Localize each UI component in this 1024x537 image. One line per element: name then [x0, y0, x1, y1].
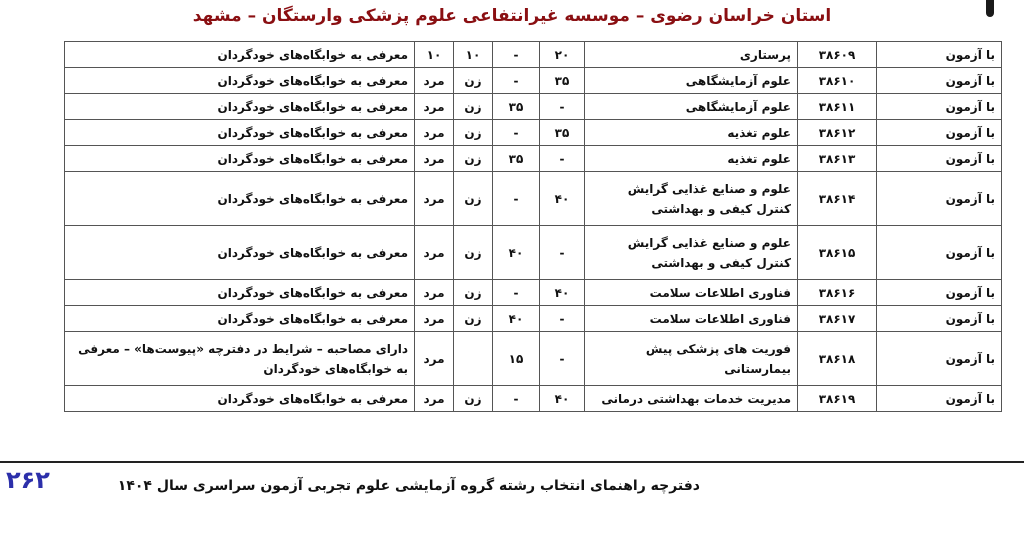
- row-note-cell: دارای مصاحبه – شرایط در دفترچه «پیوست‌ها» – معرفی به خوابگاه‌های خودگردان: [65, 332, 415, 386]
- admission-mode-cell: با آزمون: [877, 42, 1002, 68]
- gender-male-cell: مرد: [415, 332, 454, 386]
- admission-mode-cell: با آزمون: [877, 306, 1002, 332]
- gender-female-cell: زن: [454, 94, 493, 120]
- admissions-table-body: [65, 42, 1002, 412]
- gender-male-cell: مرد: [415, 94, 454, 120]
- gender-male-cell: مرد: [415, 146, 454, 172]
- field-name-cell: مدیریت خدمات بهداشتی درمانی: [585, 386, 798, 412]
- row-note-cell: معرفی به خوابگاه‌های خودگردان: [65, 306, 415, 332]
- field-code-cell: ۳۸۶۱۵: [798, 226, 877, 280]
- admission-mode-cell: با آزمون: [877, 68, 1002, 94]
- gender-male-cell: مرد: [415, 226, 454, 280]
- page-title: استان خراسان رضوی – موسسه غیرانتفاعی علوم پزشکی وارستگان – مشهد: [192, 6, 832, 26]
- admission-mode-cell: با آزمون: [877, 226, 1002, 280]
- footer-divider: [0, 461, 1024, 463]
- field-name-cell: علوم آزمایشگاهی: [585, 94, 798, 120]
- quota-a-cell: ۴۰: [540, 172, 585, 226]
- quota-b-cell: ۱۵: [493, 332, 540, 386]
- table-row: [65, 306, 1002, 332]
- gender-male-cell: مرد: [415, 280, 454, 306]
- admission-mode-cell: با آزمون: [877, 172, 1002, 226]
- quota-b-cell: -: [493, 120, 540, 146]
- row-note-cell: معرفی به خوابگاه‌های خودگردان: [65, 120, 415, 146]
- row-note-cell: معرفی به خوابگاه‌های خودگردان: [65, 42, 415, 68]
- quota-a-cell: ۳۵: [540, 68, 585, 94]
- quota-b-cell: -: [493, 280, 540, 306]
- quota-b-cell: -: [493, 386, 540, 412]
- field-code-cell: ۳۸۶۱۱: [798, 94, 877, 120]
- scroll-indicator: [986, 0, 994, 17]
- field-code-cell: ۳۸۶۱۸: [798, 332, 877, 386]
- admission-mode-cell: با آزمون: [877, 332, 1002, 386]
- field-name-cell: فناوری اطلاعات سلامت: [585, 280, 798, 306]
- field-code-cell: ۳۸۶۱۲: [798, 120, 877, 146]
- gender-male-cell: مرد: [415, 68, 454, 94]
- table-row: [65, 94, 1002, 120]
- gender-male-cell: مرد: [415, 386, 454, 412]
- table-row: [65, 146, 1002, 172]
- field-name-cell: فوریت های پزشکی پیش بیمارستانی: [585, 332, 798, 386]
- gender-female-cell: زن: [454, 306, 493, 332]
- quota-b-cell: -: [493, 172, 540, 226]
- quota-a-cell: -: [540, 306, 585, 332]
- field-name-cell: علوم تغذیه: [585, 146, 798, 172]
- table-row: [65, 172, 1002, 226]
- quota-a-cell: ۳۵: [540, 120, 585, 146]
- quota-b-cell: ۴۰: [493, 306, 540, 332]
- field-code-cell: ۳۸۶۱۳: [798, 146, 877, 172]
- row-note-cell: معرفی به خوابگاه‌های خودگردان: [65, 172, 415, 226]
- quota-b-cell: ۳۵: [493, 146, 540, 172]
- gender-female-cell: زن: [454, 120, 493, 146]
- gender-female-cell: ۱۰: [454, 42, 493, 68]
- gender-female-cell: [454, 332, 493, 386]
- table-row: [65, 68, 1002, 94]
- quota-b-cell: -: [493, 42, 540, 68]
- admission-mode-cell: با آزمون: [877, 146, 1002, 172]
- quota-a-cell: -: [540, 94, 585, 120]
- admission-mode-cell: با آزمون: [877, 120, 1002, 146]
- field-name-cell: علوم تغذیه: [585, 120, 798, 146]
- quota-b-cell: ۴۰: [493, 226, 540, 280]
- row-note-cell: معرفی به خوابگاه‌های خودگردان: [65, 146, 415, 172]
- quota-b-cell: -: [493, 68, 540, 94]
- field-name-cell: علوم آزمایشگاهی: [585, 68, 798, 94]
- row-note-cell: معرفی به خوابگاه‌های خودگردان: [65, 386, 415, 412]
- footer-title: دفترچه راهنمای انتخاب رشته گروه آزمایشی علوم تجربی آزمون سراسری سال ۱۴۰۴: [117, 478, 700, 494]
- gender-female-cell: زن: [454, 68, 493, 94]
- table-row: [65, 386, 1002, 412]
- page-number: ۲۶۲: [6, 466, 50, 494]
- admissions-table: [64, 41, 1002, 412]
- quota-a-cell: ۴۰: [540, 280, 585, 306]
- table-row: [65, 280, 1002, 306]
- gender-female-cell: زن: [454, 172, 493, 226]
- field-code-cell: ۳۸۶۱۴: [798, 172, 877, 226]
- field-code-cell: ۳۸۶۱۹: [798, 386, 877, 412]
- gender-female-cell: زن: [454, 386, 493, 412]
- gender-female-cell: زن: [454, 146, 493, 172]
- row-note-cell: معرفی به خوابگاه‌های خودگردان: [65, 94, 415, 120]
- field-name-cell: علوم و صنایع غذایی گرایش کنترل کیفی و بهداشتی: [585, 172, 798, 226]
- field-code-cell: ۳۸۶۱۶: [798, 280, 877, 306]
- admission-mode-cell: با آزمون: [877, 94, 1002, 120]
- quota-b-cell: ۳۵: [493, 94, 540, 120]
- gender-female-cell: زن: [454, 226, 493, 280]
- quota-a-cell: -: [540, 146, 585, 172]
- row-note-cell: معرفی به خوابگاه‌های خودگردان: [65, 280, 415, 306]
- field-code-cell: ۳۸۶۰۹: [798, 42, 877, 68]
- row-note-cell: معرفی به خوابگاه‌های خودگردان: [65, 68, 415, 94]
- field-code-cell: ۳۸۶۱۷: [798, 306, 877, 332]
- table-row: [65, 120, 1002, 146]
- field-name-cell: پرستاری: [585, 42, 798, 68]
- quota-a-cell: ۴۰: [540, 386, 585, 412]
- field-name-cell: فناوری اطلاعات سلامت: [585, 306, 798, 332]
- admission-mode-cell: با آزمون: [877, 386, 1002, 412]
- field-name-cell: علوم و صنایع غذایی گرایش کنترل کیفی و بهداشتی: [585, 226, 798, 280]
- quota-a-cell: -: [540, 332, 585, 386]
- quota-a-cell: -: [540, 226, 585, 280]
- table-row: [65, 332, 1002, 386]
- gender-female-cell: زن: [454, 280, 493, 306]
- quota-a-cell: ۲۰: [540, 42, 585, 68]
- gender-male-cell: مرد: [415, 120, 454, 146]
- admission-mode-cell: با آزمون: [877, 280, 1002, 306]
- gender-male-cell: ۱۰: [415, 42, 454, 68]
- table-row: [65, 226, 1002, 280]
- gender-male-cell: مرد: [415, 306, 454, 332]
- table-row: [65, 42, 1002, 68]
- row-note-cell: معرفی به خوابگاه‌های خودگردان: [65, 226, 415, 280]
- gender-male-cell: مرد: [415, 172, 454, 226]
- field-code-cell: ۳۸۶۱۰: [798, 68, 877, 94]
